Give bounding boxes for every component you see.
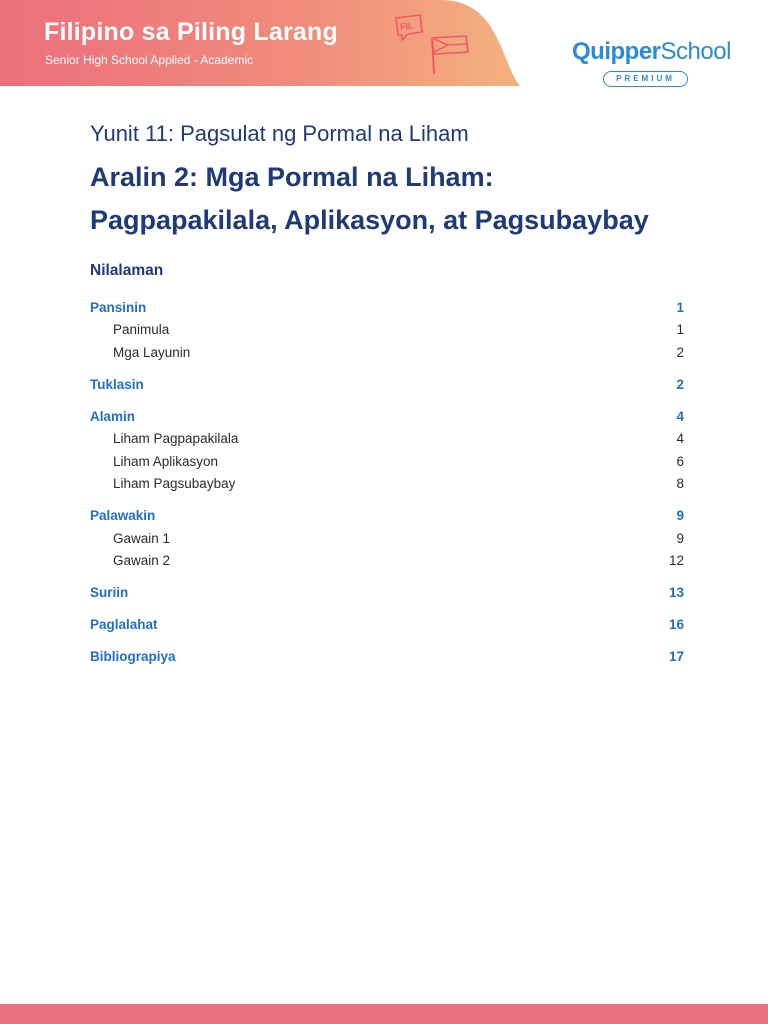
toc-entry-label: Panimula (113, 322, 170, 337)
footer-bar (0, 1004, 768, 1024)
toc-entry-page: 6 (676, 453, 684, 469)
toc-entry[interactable] (90, 527, 684, 549)
toc-heading: Nilalaman (90, 262, 164, 279)
lesson-title-line-2: Pagpapakilala, Aplikasyon, at Pagsubaybay (90, 205, 649, 235)
toc-entry-page: 1 (676, 299, 684, 315)
toc-entry-page: 9 (676, 530, 684, 546)
page-header (0, 0, 768, 86)
course-title: Filipino sa Piling Larang (44, 18, 338, 46)
toc-entry-page: 13 (668, 585, 684, 600)
toc-entry-page: 4 (676, 431, 684, 446)
toc-entry-page: 2 (676, 376, 684, 392)
toc-entry-label: Alamin (90, 408, 136, 424)
fil-badge-text: FIL (399, 20, 414, 32)
toc-entry[interactable] (90, 473, 684, 495)
toc-entry-page: 16 (668, 617, 684, 632)
toc-entry-label: Tuklasin (90, 376, 144, 392)
toc-entry[interactable] (90, 341, 684, 363)
toc-entry-page: 17 (668, 649, 684, 664)
premium-badge: PREMIUM (603, 71, 688, 87)
toc-entry[interactable] (90, 373, 684, 395)
toc-entry[interactable] (90, 450, 684, 472)
toc-entry-label: Gawain 2 (113, 553, 171, 568)
toc-entry[interactable] (90, 428, 684, 450)
toc-entry[interactable] (90, 582, 684, 604)
toc-entry-page: 12 (668, 553, 684, 568)
toc-entry-page: 8 (676, 476, 684, 491)
course-subtitle: Senior High School Applied - Academic (45, 53, 254, 67)
toc-entry-label: Mga Layunin (113, 344, 191, 360)
toc-entry-label: Liham Pagsubaybay (113, 476, 236, 491)
toc-entry[interactable] (90, 646, 684, 668)
toc-entry[interactable] (90, 550, 684, 572)
lesson-title (90, 156, 730, 242)
toc-entry-label: Pansinin (90, 299, 147, 315)
toc-entry[interactable] (90, 296, 684, 318)
toc-entry-page: 4 (676, 408, 684, 424)
toc-entry[interactable] (90, 505, 684, 527)
lesson-title-line-1: Aralin 2: Mga Pormal na Liham: (90, 162, 494, 192)
unit-title: Yunit 11: Pagsulat ng Pormal na Liham (90, 121, 469, 146)
toc-entry-page: 1 (676, 322, 684, 337)
toc-entry-label: Liham Aplikasyon (113, 453, 219, 469)
toc-entry[interactable] (90, 319, 684, 341)
toc-entry-page: 9 (676, 508, 684, 523)
logo-bold-text: Quipper (572, 38, 661, 65)
toc-entry-label: Palawakin (90, 508, 156, 523)
toc-entry-label: Liham Pagpapakilala (113, 431, 239, 446)
toc-entry-label: Paglalahat (90, 617, 158, 632)
toc-entry-label: Suriin (90, 585, 129, 600)
toc-entry-label: Gawain 1 (113, 530, 171, 546)
quipper-school-logo (572, 38, 731, 66)
toc-entry[interactable] (90, 405, 684, 427)
logo-light-text: School (660, 38, 731, 65)
toc-entry[interactable] (90, 614, 684, 636)
toc-entry-label: Bibliograpiya (90, 649, 176, 664)
toc-entry-page: 2 (676, 344, 684, 360)
fil-flag-icon (392, 12, 472, 76)
